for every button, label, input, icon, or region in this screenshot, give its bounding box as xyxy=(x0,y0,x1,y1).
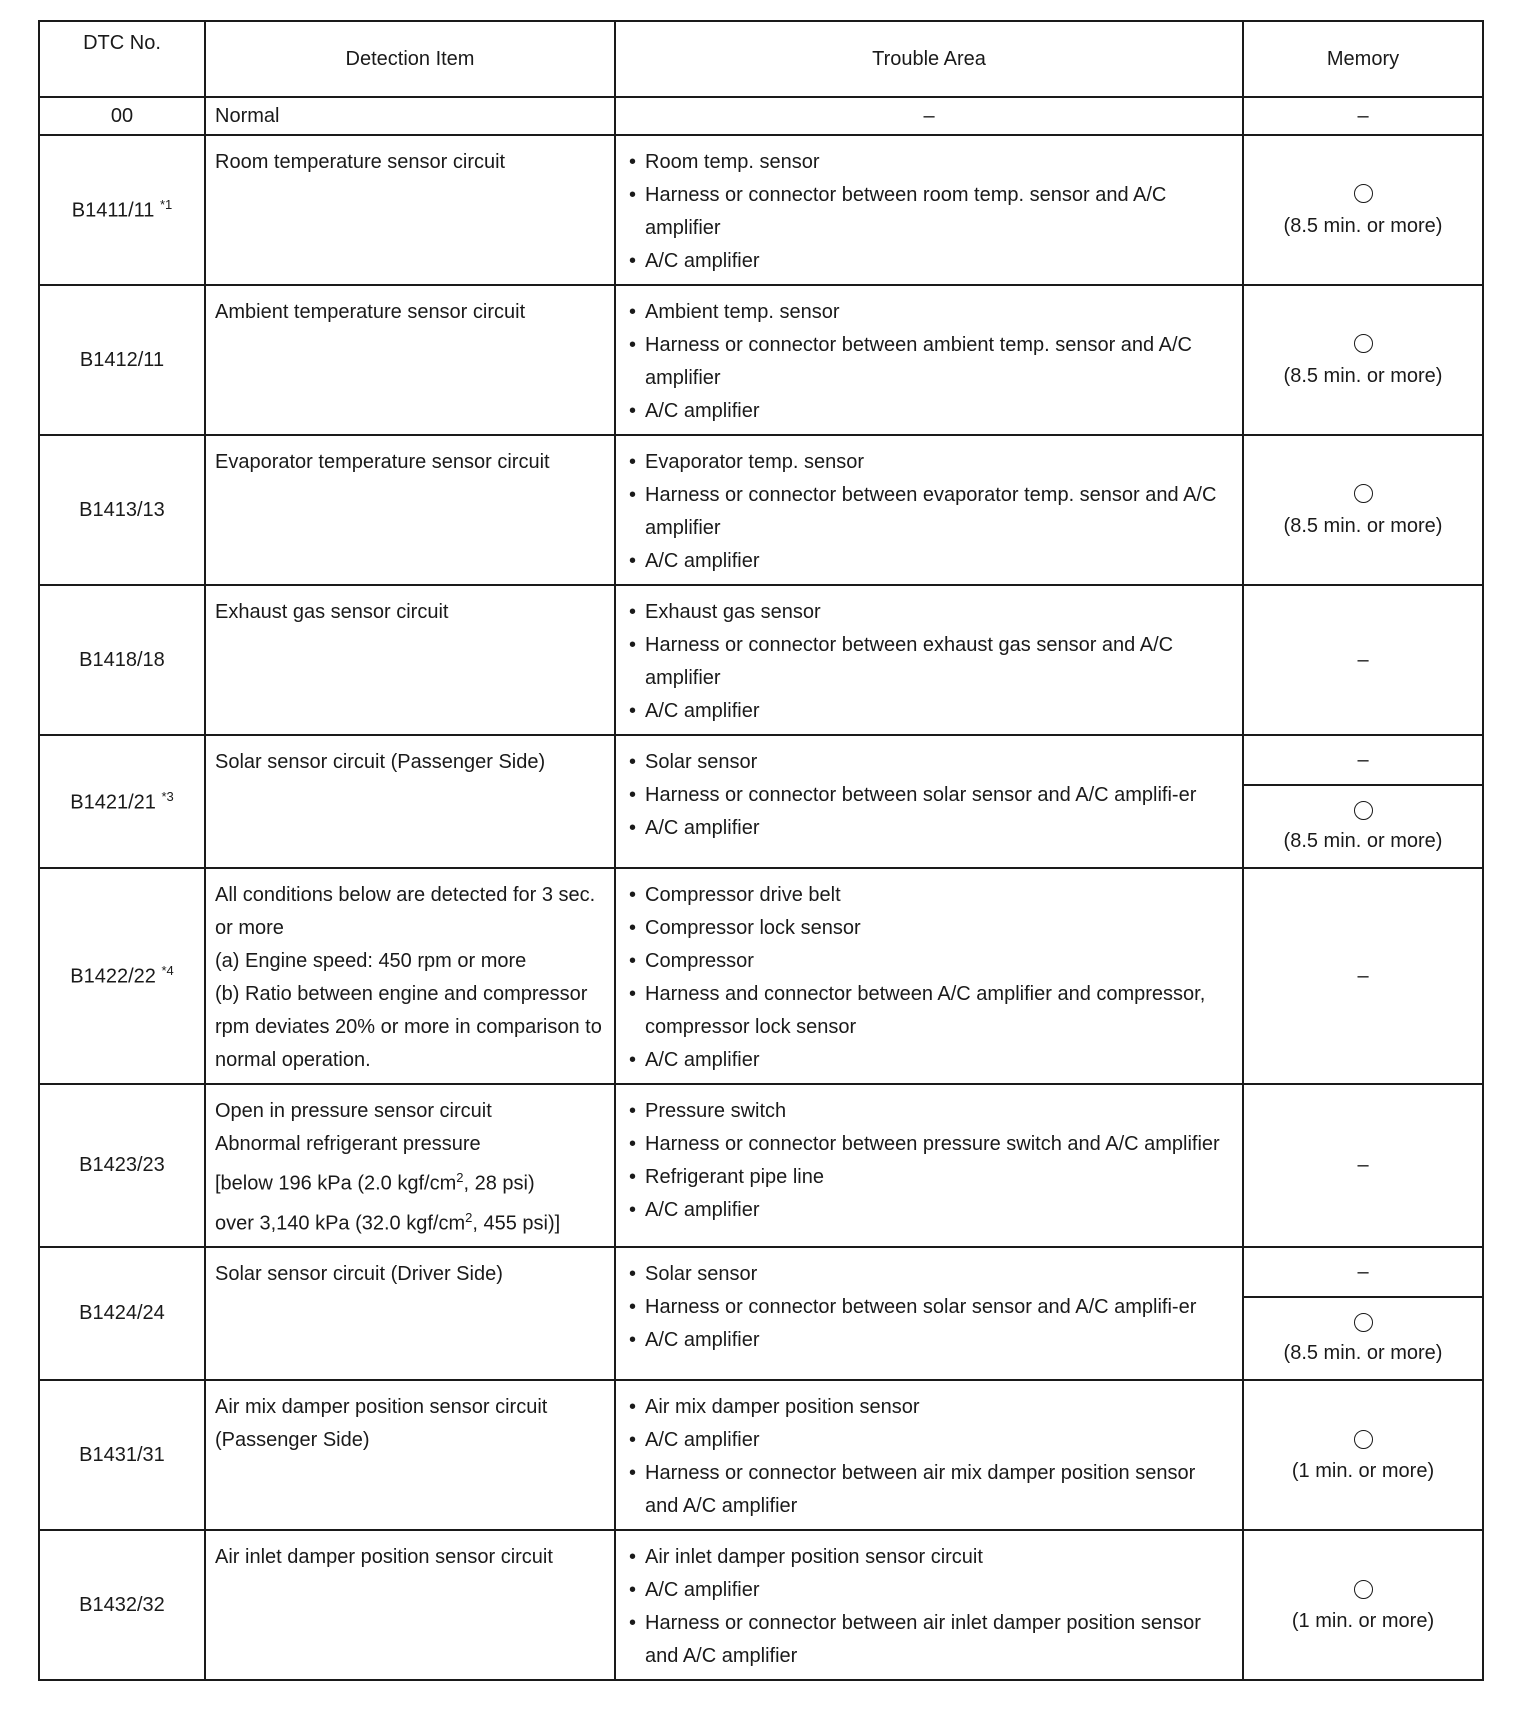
detection-line: All conditions below are detected for 3 sec. or more xyxy=(215,884,596,939)
memory-text: (8.5 min. or more) xyxy=(1283,1341,1443,1364)
circle-icon xyxy=(1354,1313,1373,1332)
trouble-item: • A/C amplifier xyxy=(625,812,1234,845)
memory-text: (8.5 min. or more) xyxy=(1283,829,1443,852)
memory-top: – xyxy=(1244,736,1482,786)
trouble-area xyxy=(615,735,1243,868)
trouble-area xyxy=(615,135,1243,285)
header-memory: Memory xyxy=(1243,21,1483,97)
trouble-area: – xyxy=(615,97,1243,135)
circle-icon xyxy=(1354,334,1373,353)
trouble-item: • Harness or connector between solar sensor and A/C amplifi-er xyxy=(625,1291,1234,1324)
trouble-item: • Harness or connector between exhaust gas sensor and A/C amplifier xyxy=(625,629,1234,695)
table-row xyxy=(39,285,1483,435)
trouble-item: • A/C amplifier xyxy=(625,545,1234,578)
table-row xyxy=(39,97,1483,135)
trouble-item: • A/C amplifier xyxy=(625,1424,1234,1457)
trouble-area xyxy=(615,1247,1243,1380)
dtc-cell xyxy=(39,868,205,1084)
dtc-cell xyxy=(39,135,205,285)
trouble-item: • A/C amplifier xyxy=(625,695,1234,728)
memory-value: – xyxy=(1243,585,1483,735)
dtc-code: B1413/13 xyxy=(39,435,205,585)
memory-cell xyxy=(1243,1530,1483,1680)
trouble-item: • Air inlet damper position sensor circuit xyxy=(625,1541,1234,1574)
circle-icon xyxy=(1354,484,1373,503)
memory-cell xyxy=(1243,1247,1483,1380)
memory-text: (1 min. or more) xyxy=(1291,1460,1435,1483)
circle-icon xyxy=(1354,1580,1373,1599)
detection-item: Room temperature sensor circuit xyxy=(205,135,615,285)
trouble-item: • Harness or connector between air inlet damper position sensor and A/C amplifier xyxy=(625,1607,1234,1673)
dtc-code: B1411/11 xyxy=(71,199,155,222)
memory-value: – xyxy=(1243,1084,1483,1247)
header-trouble-area: Trouble Area xyxy=(615,21,1243,97)
trouble-item: • Harness or connector between evaporator temp. sensor and A/C amplifier xyxy=(625,479,1234,545)
memory-text: (8.5 min. or more) xyxy=(1283,515,1443,537)
trouble-item: • Refrigerant pipe line xyxy=(625,1161,1234,1194)
detection-item: Evaporator temperature sensor circuit xyxy=(205,435,615,585)
trouble-item: • Compressor lock sensor xyxy=(625,912,1234,945)
dtc-code: B1421/21 xyxy=(70,791,156,814)
table-row xyxy=(39,1530,1483,1680)
trouble-item: • A/C amplifier xyxy=(625,1194,1234,1227)
dtc-note: *1 xyxy=(159,197,173,213)
table-row xyxy=(39,1247,1483,1380)
trouble-item: • Evaporator temp. sensor xyxy=(625,446,1234,479)
trouble-item: • A/C amplifier xyxy=(625,245,1234,278)
memory-cell xyxy=(1243,135,1483,285)
trouble-item: • Harness or connector between room temp. sensor and A/C amplifier xyxy=(625,179,1234,245)
table-row xyxy=(39,1380,1483,1530)
dtc-code: B1431/31 xyxy=(39,1380,205,1530)
trouble-item: • Compressor drive belt xyxy=(625,879,1234,912)
trouble-area xyxy=(615,285,1243,435)
memory-cell xyxy=(1243,285,1483,435)
trouble-item: • Room temp. sensor xyxy=(625,146,1234,179)
detection-line: Open in pressure sensor circuit xyxy=(215,1100,492,1122)
trouble-item: • Harness or connector between pressure switch and A/C amplifier xyxy=(625,1128,1234,1161)
trouble-item: • Ambient temp. sensor xyxy=(625,296,1234,329)
trouble-area xyxy=(615,1530,1243,1680)
memory-cell xyxy=(1243,1380,1483,1530)
trouble-item: • Harness or connector between solar sensor and A/C amplifi-er xyxy=(625,779,1234,812)
dtc-code: B1418/18 xyxy=(39,585,205,735)
dtc-cell xyxy=(39,735,205,868)
trouble-item: • A/C amplifier xyxy=(625,1574,1234,1607)
detection-item: Air mix damper position sensor circuit (Passenger Side) xyxy=(205,1380,615,1530)
dtc-code: 00 xyxy=(39,97,205,135)
detection-item: Ambient temperature sensor circuit xyxy=(205,285,615,435)
memory-value: – xyxy=(1243,868,1483,1084)
trouble-item: • A/C amplifier xyxy=(625,1324,1234,1357)
memory-value: – xyxy=(1243,97,1483,135)
trouble-item: • Air mix damper position sensor xyxy=(625,1391,1234,1424)
table-row xyxy=(39,435,1483,585)
dtc-code: B1422/22 xyxy=(70,965,156,988)
detection-item xyxy=(205,868,615,1084)
detection-line: (b) Ratio between engine and compressor rpm deviates 20% or more in comparison to normal operation. xyxy=(215,983,602,1071)
memory-bottom xyxy=(1244,786,1482,867)
trouble-item: • Harness and connector between A/C amplifier and compressor, compressor lock sensor xyxy=(625,978,1234,1044)
detection-item: Air inlet damper position sensor circuit xyxy=(205,1530,615,1680)
detection-line: over 3,140 kPa (32.0 kgf/$cm^2$, 455 psi)] xyxy=(215,1209,561,1235)
dtc-note: *3 xyxy=(161,788,174,804)
trouble-item: • Pressure switch xyxy=(625,1095,1234,1128)
detection-item: Solar sensor circuit (Driver Side) xyxy=(205,1247,615,1380)
dtc-code: B1424/24 xyxy=(39,1247,205,1380)
trouble-item: • Harness or connector between ambient temp. sensor and A/C amplifier xyxy=(625,329,1234,395)
detection-item: Exhaust gas sensor circuit xyxy=(205,585,615,735)
circle-icon xyxy=(1354,801,1373,820)
trouble-item: • Solar sensor xyxy=(625,746,1234,779)
detection-line: Abnormal refrigerant pressure xyxy=(215,1133,481,1155)
trouble-item: • Compressor xyxy=(625,945,1234,978)
detection-item xyxy=(205,1084,615,1247)
table-row xyxy=(39,868,1483,1084)
memory-cell xyxy=(1243,435,1483,585)
header-dtc-no: DTC No. xyxy=(39,21,205,97)
trouble-area xyxy=(615,1084,1243,1247)
table-row xyxy=(39,585,1483,735)
table-row xyxy=(39,1084,1483,1247)
trouble-item: • Solar sensor xyxy=(625,1258,1234,1291)
detection-item: Normal xyxy=(205,97,615,135)
trouble-item: • A/C amplifier xyxy=(625,1044,1234,1077)
dtc-code: B1412/11 xyxy=(39,285,205,435)
header-detection-item: Detection Item xyxy=(205,21,615,97)
trouble-area xyxy=(615,1380,1243,1530)
memory-cell xyxy=(1243,735,1483,868)
trouble-area xyxy=(615,435,1243,585)
trouble-item: • Exhaust gas sensor xyxy=(625,596,1234,629)
detection-item: Solar sensor circuit (Passenger Side) xyxy=(205,735,615,868)
trouble-item: • Harness or connector between air mix damper position sensor and A/C amplifier xyxy=(625,1457,1234,1523)
trouble-area xyxy=(615,868,1243,1084)
circle-icon xyxy=(1354,1430,1373,1449)
dtc-table xyxy=(38,20,1484,1681)
memory-top: – xyxy=(1244,1248,1482,1298)
trouble-item: • A/C amplifier xyxy=(625,395,1234,428)
dtc-code: B1432/32 xyxy=(39,1530,205,1680)
trouble-area xyxy=(615,585,1243,735)
memory-text: (8.5 min. or more) xyxy=(1283,365,1443,387)
circle-icon xyxy=(1354,184,1373,203)
memory-text: (8.5 min. or more) xyxy=(1283,215,1443,237)
dtc-code: B1423/23 xyxy=(39,1084,205,1247)
dtc-note: *4 xyxy=(161,963,174,979)
memory-text: (1 min. or more) xyxy=(1291,1610,1435,1633)
table-row xyxy=(39,735,1483,868)
memory-bottom xyxy=(1244,1298,1482,1379)
table-row xyxy=(39,135,1483,285)
detection-line: [below 196 kPa (2.0 kgf/$cm^2$, 28 psi) xyxy=(215,1170,535,1195)
detection-line: (a) Engine speed: 450 rpm or more xyxy=(215,950,527,972)
header-row xyxy=(39,21,1483,97)
